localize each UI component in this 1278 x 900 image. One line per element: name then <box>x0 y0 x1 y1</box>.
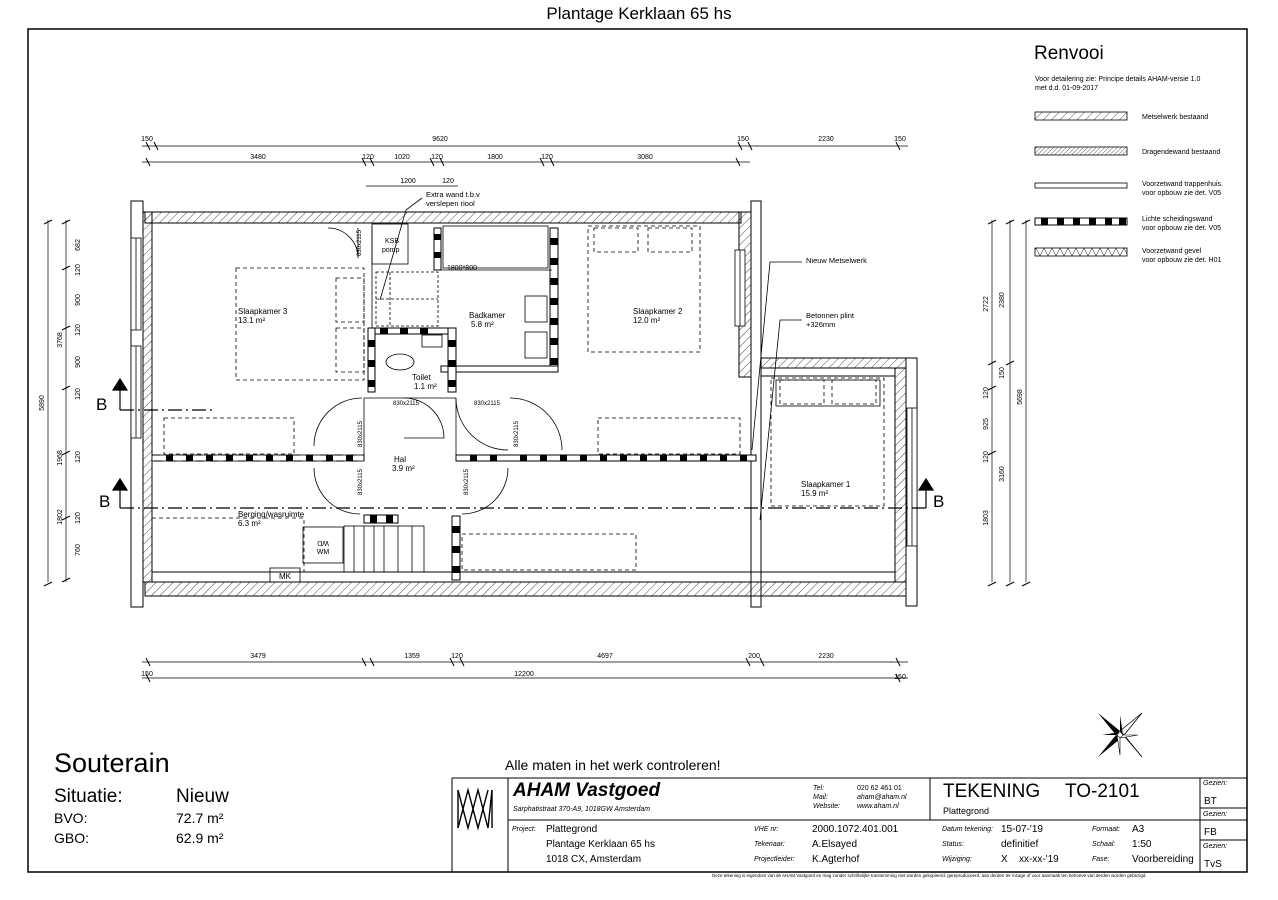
dim-right-150: 150 <box>999 367 1006 379</box>
legend-title: Renvooi <box>1034 43 1104 64</box>
tekenaar-label: Tekenaar: <box>754 841 785 848</box>
label-shower-size: 1800*800 <box>447 265 477 272</box>
dim-left-120b: 120 <box>75 324 82 336</box>
dim-left-3768: 3768 <box>57 332 64 348</box>
gezien-2-label: Gezien: <box>1203 811 1228 818</box>
dim-left-1802: 1802 <box>57 509 64 525</box>
legend-item-4: Lichte scheidingswand <box>1142 216 1213 223</box>
bed-slaapkamer2 <box>588 226 700 352</box>
level-title: Souterain <box>54 748 170 778</box>
gezien-2-value: FB <box>1204 827 1217 838</box>
legend-item-3: Voorzetwand trappenhuis. <box>1142 181 1223 188</box>
dim-left-120e: 120 <box>75 512 82 524</box>
room-hal-area: 3.9 m² <box>392 464 415 473</box>
room-slaapkamer3-area: 13.1 m² <box>238 316 266 325</box>
dim-top-120b: 120 <box>431 154 443 161</box>
sink-1 <box>525 296 547 322</box>
mail-value[interactable]: aham@aham.nl <box>857 794 907 801</box>
dim-left-5890: 5890 <box>39 395 46 411</box>
north-arrow-icon <box>1098 713 1142 757</box>
tel-label: Tel: <box>813 785 825 792</box>
dim-top-1020: 1020 <box>394 154 410 161</box>
dim-left-900a: 900 <box>75 294 82 306</box>
label-wm: WM <box>316 549 330 556</box>
dim-top-total: 9620 <box>432 136 448 143</box>
dim-right-120a: 120 <box>983 387 990 399</box>
legend-item-3b: voor opbouw zie det. V05 <box>1142 190 1221 197</box>
dim-bot-2230: 2230 <box>818 653 834 660</box>
schaal-label: Schaal: <box>1092 841 1116 848</box>
legend-swatch-dragendewand <box>1035 147 1127 155</box>
projectleider-value: K.Agterhof <box>812 854 860 865</box>
toilet-bowl <box>386 354 414 370</box>
dim-left-1968: 1968 <box>57 450 64 466</box>
legend-swatch-metselwerk <box>1035 112 1127 120</box>
legend-note-1: Voor detailering zie: Principe details AHAM-versie 1.0 <box>1035 76 1201 83</box>
dim-top-120a: 120 <box>362 154 374 161</box>
website-label: Website: <box>813 803 841 810</box>
dim-top-150a: 150 <box>141 136 153 143</box>
sink-2 <box>525 332 547 358</box>
dim-right-1803: 1803 <box>983 510 990 526</box>
dim-left-120d: 120 <box>75 451 82 463</box>
room-toilet-area: 1.1 m² <box>414 382 437 391</box>
label-betonnen-plint: Betonnen plint <box>806 311 854 320</box>
vhe-value: 2000.1072.401.001 <box>812 824 899 835</box>
legend <box>1034 43 1223 264</box>
label-wd: WD <box>317 539 329 546</box>
mail-label: Mail: <box>813 794 828 801</box>
room-toilet-name: Toilet <box>412 373 431 382</box>
dim-top-120d: 120 <box>442 178 454 185</box>
datum-label: Datum tekening: <box>942 826 993 833</box>
section-marker-b-right: B <box>933 492 945 511</box>
dim-bot-4697: 4697 <box>597 653 613 660</box>
legend-swatch-lichte-wand <box>1035 218 1127 225</box>
room-slaapkamer2-area: 12.0 m² <box>633 316 661 325</box>
status-label: Status: <box>942 841 964 848</box>
label-door-toilet: 830x2115 <box>393 401 419 407</box>
gezien-3-value: TvS <box>1204 859 1222 870</box>
copyright-note: Deze tekening is eigendom van de AHAM Vastgoed en mag zonder schriftelijke toestemming niet worden gekopieerd, gereproduceerd, aan derden ter inzage of voor aanmaak ten behoeve van derden worden gebezigd. <box>712 873 1147 878</box>
dim-left-900b: 900 <box>75 356 82 368</box>
bathtub <box>443 226 548 268</box>
legend-item-2: Dragendewand bestaand <box>1142 149 1221 156</box>
vhe-label: VHE nr: <box>754 826 779 833</box>
tel-value: 020 62 461 01 <box>857 785 902 792</box>
sheet-title: Plantage Kerklaan 65 hs <box>546 4 732 23</box>
website-value[interactable]: www.aham.nl <box>857 803 899 810</box>
dim-top-3080: 3080 <box>637 154 653 161</box>
fase-value: Voorbereiding <box>1132 854 1194 865</box>
legend-note-2: met d.d. 01-09-2017 <box>1035 85 1099 92</box>
dim-bot-150a: 150 <box>141 671 153 678</box>
aham-logo-icon <box>458 790 492 828</box>
dim-left-682: 682 <box>75 239 82 251</box>
gbo-label: GBO: <box>54 830 90 846</box>
dim-top-1800: 1800 <box>487 154 503 161</box>
project-line-1: Plattegrond <box>546 824 598 835</box>
room-slaapkamer3-name: Slaapkamer 3 <box>238 307 288 316</box>
legend-item-5b: voor opbouw zie det. H01 <box>1142 257 1222 264</box>
dim-bot-1359: 1359 <box>404 653 420 660</box>
room-hal-name: Hal <box>394 455 407 464</box>
label-mk: MK <box>279 572 291 581</box>
room-badkamer-area: 5.8 m² <box>471 320 494 329</box>
drawing-label: TEKENING <box>943 781 1041 802</box>
legend-swatch-voorzetwand-gevel <box>1035 248 1127 256</box>
label-door-badkamer: 830x2115 <box>474 401 500 407</box>
dim-top-1200: 1200 <box>400 178 416 185</box>
gezien-3-label: Gezien: <box>1203 843 1228 850</box>
dim-right-2722: 2722 <box>983 296 990 312</box>
dim-right-2380: 2380 <box>999 292 1006 308</box>
label-door-berging: 830x2115 <box>358 469 364 495</box>
interior-lines <box>152 198 884 582</box>
dim-bot-200: 200 <box>748 653 760 660</box>
wijziging-value: X <box>1001 854 1008 865</box>
projectleider-label: Projectleider: <box>754 856 795 863</box>
dim-right-5698: 5698 <box>1017 389 1024 405</box>
label-pomp: pomp <box>382 247 400 254</box>
dim-left-120c: 120 <box>75 388 82 400</box>
bvo-label: BVO: <box>54 810 88 826</box>
gbo-value: 62.9 m² <box>176 830 224 846</box>
measure-warning: Alle maten in het werk controleren! <box>505 757 721 773</box>
label-door-slaapkamer2: 830x2115 <box>514 421 520 447</box>
room-slaapkamer1-name: Slaapkamer 1 <box>801 480 851 489</box>
room-slaapkamer1-area: 15.9 m² <box>801 489 829 498</box>
dim-bot-120: 120 <box>451 653 463 660</box>
tekenaar-value: A.Elsayed <box>812 839 858 850</box>
company-address: Sarphatistraat 370-A9, 1018GW Amsterdam <box>513 806 651 813</box>
label-extra-wand: Extra wand t.b.v <box>426 190 480 199</box>
legend-item-4b: voor opbouw zie det. V05 <box>1142 225 1221 232</box>
dim-right-3160: 3160 <box>999 466 1006 482</box>
wijziging-label: Wijziging: <box>942 856 972 863</box>
dim-bot-3479: 3479 <box>250 653 266 660</box>
label-plint-height: +326mm <box>806 320 836 329</box>
label-door-slaapkamer3: 830x2115 <box>358 421 364 447</box>
section-marker-b-left-top: B <box>96 395 108 414</box>
situatie-value: Nieuw <box>176 786 229 807</box>
room-berging-area: 6.3 m² <box>238 519 261 528</box>
formaat-value: A3 <box>1132 824 1145 835</box>
windows <box>131 238 917 546</box>
gezien-1-value: BT <box>1204 796 1217 807</box>
dim-right-120b: 120 <box>983 451 990 463</box>
legend-swatch-voorzetwand-trap <box>1035 183 1127 188</box>
label-door-ksb: 630x2115 <box>357 230 363 256</box>
room-berging-name: Berging/wasruimte <box>238 510 305 519</box>
legend-item-5: Voorzetwand gevel <box>1142 248 1202 255</box>
toilet-cistern <box>422 335 442 347</box>
label-nieuw-metselwerk: Nieuw Metselwerk <box>806 256 867 265</box>
room-badkamer-name: Badkamer <box>469 311 506 320</box>
room-slaapkamer2-name: Slaapkamer 2 <box>633 307 683 316</box>
project-line-3: 1018 CX, Amsterdam <box>546 854 642 865</box>
wijziging-date: xx-xx-'19 <box>1019 854 1059 865</box>
dim-top-3480: 3480 <box>250 154 266 161</box>
label-door-slaapkamer1: 830x2115 <box>464 469 470 495</box>
datum-value: 15-07-'19 <box>1001 824 1043 835</box>
legend-item-1: Metselwerk bestaand <box>1142 114 1209 121</box>
dim-bot-150b: 150 <box>894 674 906 681</box>
dim-left-120a: 120 <box>75 264 82 276</box>
gezien-1-label: Gezien: <box>1203 780 1228 787</box>
project-label: Project: <box>512 826 536 833</box>
label-verslepen-riool: verslepen riool <box>426 199 475 208</box>
fase-label: Fase: <box>1092 856 1110 863</box>
status-value: definitief <box>1001 839 1039 850</box>
schaal-value: 1:50 <box>1132 839 1152 850</box>
bvo-value: 72.7 m² <box>176 810 224 826</box>
drawing-number: TO-2101 <box>1065 781 1140 802</box>
formaat-label: Formaat: <box>1092 826 1121 833</box>
drawing-subtitle: Plattegrond <box>943 806 990 816</box>
dim-left-760: 760 <box>75 544 82 556</box>
dim-top-120c: 120 <box>541 154 553 161</box>
label-ksb: KSB <box>385 238 400 245</box>
dim-bot-12200: 12200 <box>514 671 534 678</box>
situatie-label: Situatie: <box>54 786 123 807</box>
section-marker-b-left: B <box>99 492 111 511</box>
project-line-2: Plantage Kerklaan 65 hs <box>546 839 655 850</box>
dim-top-150b: 150 <box>737 136 749 143</box>
dim-top-2230: 2230 <box>818 136 834 143</box>
dim-right-925: 925 <box>983 418 990 430</box>
dim-top-150c: 150 <box>894 136 906 143</box>
company-name: AHAM Vastgoed <box>513 780 661 801</box>
